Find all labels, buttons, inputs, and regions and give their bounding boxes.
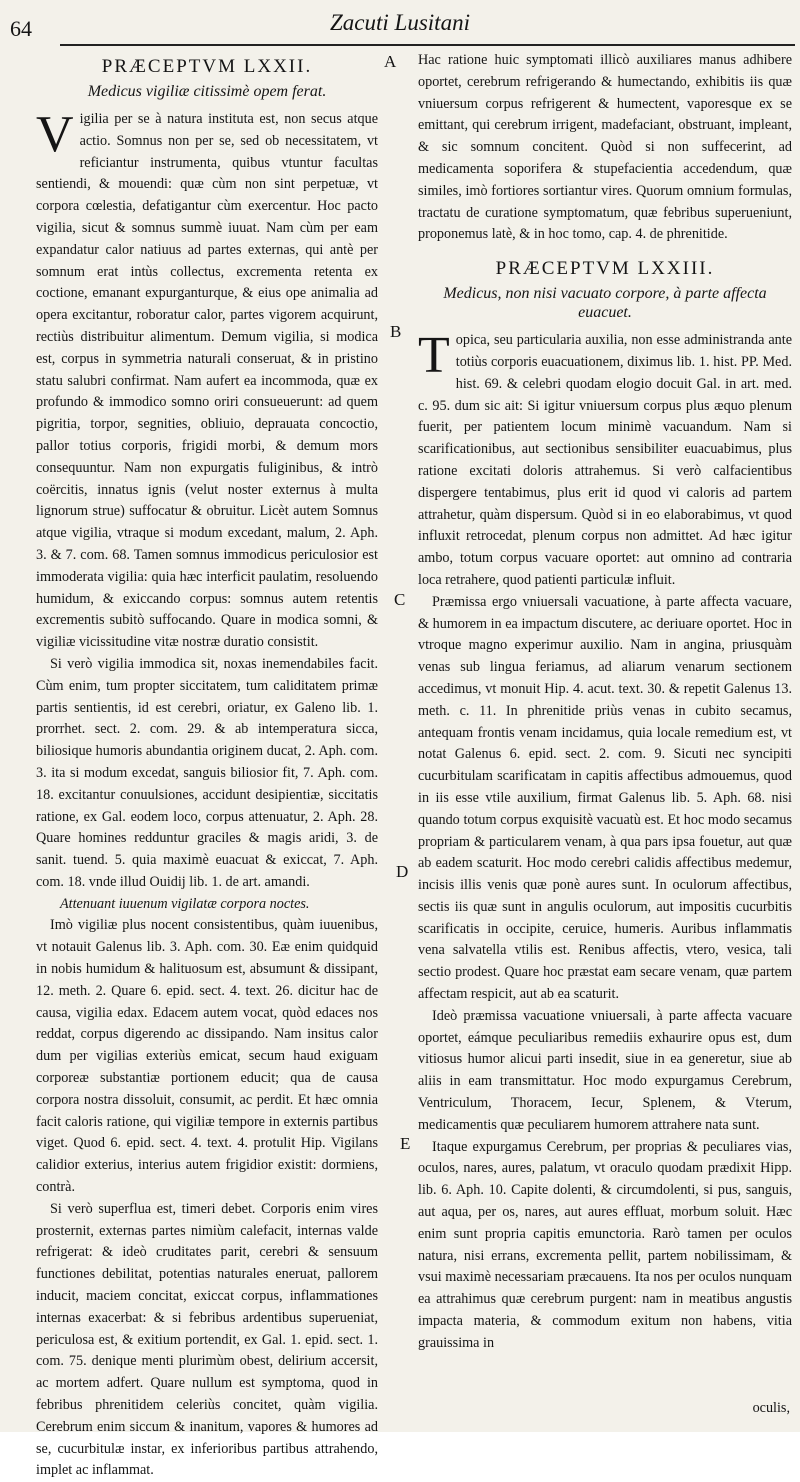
right-paragraph bbox=[418, 327, 792, 592]
drop-cap-v: V bbox=[36, 106, 74, 163]
catchword: oculis, bbox=[752, 1400, 790, 1416]
margin-letter-a: A bbox=[384, 52, 397, 71]
right-column bbox=[418, 50, 792, 1355]
right-paragraph-3: Præmissa ergo vniuersali vacuatione, à parte affecta vacuare, & humorem in ea impactum discutere, ac deriuare oportet. Hoc in vtroque magno experimur auxilio. Nam in angina, priusquàm venas sub lingua feriamus, ad aliarum venarum sectionem accedimus, vt monuit Hip. 4. acut. text. 30. & repetit Galenus 13. meth. c. 11. In phrenitide priùs venas in cubito secamus, antequam frontis venam incidamus, quia locale remedium est, vt notat Galenus 6. epid. sect. 2. com. 9. Sicuti nec syncipiti cucurbitulam scarificatam in capitis affectibus admouemus, quod in iis esse vtile auxilium, firmat Galenus lib. 5. Aph. 68. nisi quando totum corpus exquisitè vacuatù est. Et hoc modo secamus propriam & particularem venam, à qua pars ipsa fouetur, aut quæ ab eadem scaturit. Hoc modo cerebri calidis affectibus medemur, incisis illis venis quæ ponè aures sunt. In oculorum affectibus, sectis iis quæ sunt in angulis oculorum, aut impositis cucurbitis scarificatis in occipite, ceruice, humeris. Auribus inflammatis vena salvatella vtilis est. Renibus affectis, vtero, vesica, tali sectio prodest. Quare hoc præstat eam secare venam, quæ partem affectam respicit, aut ab ea scaturit. bbox=[418, 593, 792, 1003]
precept-72-subheading: Medicus vigiliæ citissimè opem ferat. bbox=[87, 83, 327, 100]
left-paragraph-2: Si verò vigilia immodica sit, noxas inemendabiles facit. Cùm enim, tum propter siccitatem, tum caliditatem primæ partis sentientis, id est cerebri, oriatur, ex Galeno lib. 1. prorrhet. sect. 2. com. 29. & ab intemperatura sicca, biliosique humoris abundantia originem ducat, 2. Aph. com. 3. ita si modum excedat, sanguis biliosior fit, 7. Aph. com. 18. excitantur conuulsiones, accidunt desipientiæ, siccitatis ratione, ex Gal. eodem loco, corpus attenuatur, 2. Aph. 28. Quare homines redduntur graciles & magis aridi, 3. de sanit. tuend. 5. quia maximè euacuat & exiccat, 7. Aph. com. 18. vnde illud Ouidij lib. 1. de art. amandi. bbox=[36, 655, 378, 890]
ovid-verse: Attenuant iuuenum vigilatæ corpora noctes. bbox=[60, 895, 310, 912]
left-paragraph bbox=[36, 106, 378, 654]
margin-letter-e: E bbox=[400, 1134, 411, 1153]
left-paragraph-4: Si verò superflua est, timeri debet. Corporis enim vires prosternit, externas partes nimiùm calefacit, internas valde refrigerat: & ideò cruditates parit, cerebri & sensuum functiones debilitat, potentias naturales eneruat, pallorem inducit, maciem concitat, exiccat corpus, inflammationes internas exacerbat: & si febribus ardentibus superueniat, periculosa est, & exitium portendit, ex Gal. 1. epid. sect. 1. com. 75. denique menti plurimùm obest, delirium accersit, ac mortem adfert. Quare nullum est symptoma, quod in febribus phrenitidem celeriùs concitet, quàm vigilia. Cerebrum enim siccum & inanitum, vapores & humores ad se, cucurbitulæ instar, ex inferioribus partibus attrahendo, implet ac inflammat. bbox=[36, 1200, 378, 1479]
running-title: Zacuti Lusitani bbox=[330, 10, 470, 35]
left-paragraph-1-text: igilia per se à natura instituta est, non secus atque actio. Somnus non per se, sed ob necessitatem, vt reficiantur instrumenta, quibus vtuntur facultas sentiendi, & mouendi: quæ cùm non sint perpetuæ, vt corpora cœlestia, defatigantur cùm exercentur. Hoc pacto vigilia, sicut & somnus summè iuuat. Nam cùm per eam expandatur calor natiuus ad partes externas, qui antè per somnum erat intùs collectus, excrementa retenta ex coctione, emanant expurganturque, & eius ope animalia ad opera excitantur, roboratur calor, partes vigorem acquirunt, rectiùs distribuitur alimentum. Demum vigilia, si modica est, corpus in symmetria naturali conseruat, & in pristino statu salubri confirmat. Nam aufert ea incommoda, quæ ex profundo & immodico somno oriri consueuerunt: ad quem pigritia, torpor, segnities, obliuio, deprauata concoctio, pallor totius corporis, frigidi morbi, & demum mors consequuntur. Nam non expurgatis fuliginibus, & intrò coërcitis, innatus ignis (velut noster externus à multa lignorum strue) suffocatur & obruitur. Licèt autem Somnus atque vigilia, vtraque si modum excedant, malum, 2. Aph. 3. & 7. com. 68. Tamen somnus immodicus periculosior est immoderata vigilia: quia hæc interficit paulatim, resoluendo humidum, & exiccando corpus: somnus autem retentis excrementis subitò suffocando. Quare in modica somni, & vigiliæ vicissitudine vitæ nostræ duratio consistit. bbox=[36, 111, 378, 651]
margin-letter-b: B bbox=[390, 322, 402, 341]
margin-letter-c: C bbox=[394, 590, 406, 609]
left-paragraph-3: Imò vigiliæ plus nocent consistentibus, quàm iuuenibus, vt notauit Galenus lib. 3. Aph. com. 30. Eæ enim quidquid in nobis humidum & halituosum est, absumunt & dissipant, 12. meth. 2. Quare 6. epid. sect. 4. text. 26. dicitur hac de causa, vigilia edax. Edacem autem vocat, quòd edaces nos reddat, corpus digerendo ac dissipando. Nam insitus calor dum per vigilias exteriùs emicat, secum haud exiguam corporeæ substantiæ portionem educit; qua de causa corpora nostra dissoluit, consumit, ac perdit. Et hæc omnia facit caloris ratione, qui vigiliæ tempore in externis partibus viget. Quod 6. epid. sect. 4. text. 4. protulit Hip. Vigilans calidior exterius, interius autem frigidior existit: dormiens, contrà. bbox=[36, 917, 378, 1196]
right-paragraph-1: Hac ratione huic symptomati illicò auxiliares manus adhibere oportet, cerebrum refrigerando & humectando, exhibitis iis quæ vniuersum corpus refrigerent & humectent, vaporesque ex se emittant, qui cerebrum irrigent, madefaciant, obstruant, impleant, & sic somnum concitent. Quòd si non suffecerint, ad medicamenta soporifera & stupefacientia accedendum, quæ similes, imò fortiores sortiantur vires. Quorum omnium formulas, tractatu de curatione symptomatum, quæ febribus superueniunt, proponemus latè, & in hoc tomo, cap. 4. de phrenitide. bbox=[418, 52, 792, 243]
precept-73-heading: PRÆCEPTVM LXXIII. bbox=[495, 258, 715, 280]
precept-73-subheading: Medicus, non nisi vacuato corpore, à parte affecta euacuet. bbox=[443, 285, 767, 322]
drop-cap-t: T bbox=[418, 327, 450, 385]
right-paragraph-4: Ideò præmissa vacuatione vniuersali, à parte affecta vacuare oportet, eámque peculiaribus remediis exhaurire opus est, dum vitiosus humor alicui parti insedit, siue in ea generetur, siue ab aliis in eam transmittatur. Hoc modo expurgamus Cerebrum, Ventriculum, Thoracem, Iecur, Splenem, & Vterum, medicamentis quæ peculiarem humorem attrahere nata sunt. bbox=[418, 1007, 792, 1133]
left-column bbox=[36, 50, 378, 1482]
page-number: 64 bbox=[10, 16, 32, 41]
margin-letter-d: D bbox=[396, 862, 409, 881]
precept-72-heading: PRÆCEPTVM LXXII. bbox=[101, 56, 313, 77]
header-rule bbox=[60, 44, 795, 46]
right-paragraph-5: Itaque expurgamus Cerebrum, per proprias & peculiares vias, oculos, nares, aures, palatum, vt oraculo quodam prædixit Hipp. lib. 6. Aph. 10. Capite dolenti, & circumdolenti, si pus, sanguis, aut aqua, per os, nares, aut aures effluat, morbum soluit. Hæc enim sunt propria capitis emunctoria. Rarò tamen per oculos natura, nisi errans, excrementa pellit, partem nobilissimam, & vsui maximè necessariam præcauens. Ita nos per oculos nunquam ea attrahimus quæ cerebrum purgent: nam in meatibus angustis impacta materia, & commodum exitum non habens, vitia grauissima in bbox=[418, 1138, 792, 1351]
right-paragraph-2-text: opica, seu particularia auxilia, non esse administranda ante totiùs corporis euacuationem, diximus lib. 1. hist. PP. Med. hist. 69. & celebri quodam elogio docuit Gal. in art. med. c. 95. dum sic ait: Si igitur vniuersum corpus plus æquo plenum fuerit, per patientem locum minimè vacuandum. Nam si scarificationibus, aut sectionibus sensibiliter euacuabimus, plus ratione excitati doloris attrahemus. Si verò calfacientibus dispergere tentabimus, plus erit id quod vi caloris ad partem attrahetur, quàm dispersum. Quòd si in eo elaborabimus, vt quod influxit retrocedat, plenum corpus non admittet. Ad hæc igitur ambo, totum corpus vacuare oportet: aut omnino ad contraria loca retrahere, quod patienti particulæ influit. bbox=[418, 332, 792, 588]
